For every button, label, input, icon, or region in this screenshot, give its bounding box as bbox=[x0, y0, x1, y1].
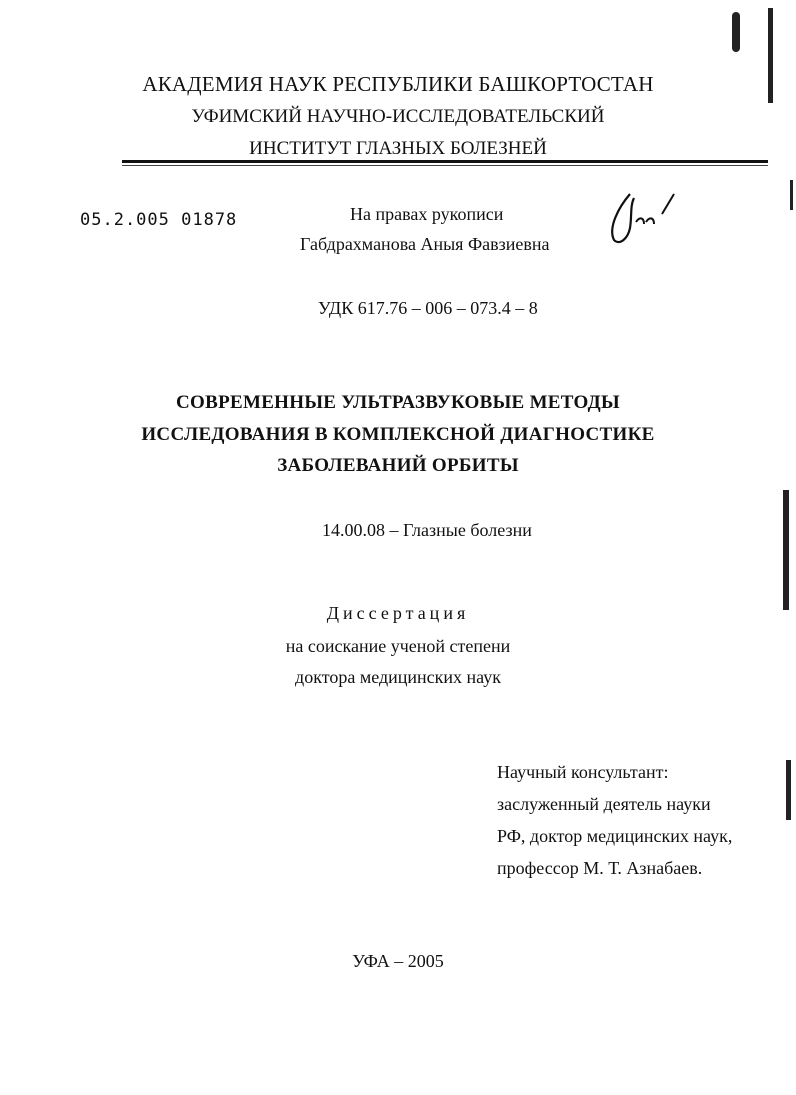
scan-mark bbox=[790, 180, 793, 210]
consultant-label: Научный консультант: bbox=[497, 762, 669, 782]
consultant-title-line2: РФ, доктор медицинских наук, bbox=[497, 826, 733, 846]
city-year: УФА – 2005 bbox=[352, 951, 444, 971]
header-divider-thin bbox=[122, 165, 768, 166]
udk-code: УДК 617.76 – 006 – 073.4 – 8 bbox=[318, 298, 538, 318]
degree-line1: на соискание ученой степени bbox=[285, 636, 511, 656]
scan-mark bbox=[768, 8, 773, 103]
document-type: Диссертация bbox=[326, 603, 470, 623]
author-name: Габдрахманова Аныя Фавзиевна bbox=[300, 234, 550, 254]
thesis-title-line2: ИССЛЕДОВАНИЯ В КОМПЛЕКСНОЙ ДИАГНОСТИКЕ bbox=[141, 424, 655, 445]
thesis-title-line3: ЗАБОЛЕВАНИЙ ОРБИТЫ bbox=[277, 455, 519, 476]
thesis-title-line1: СОВРЕМЕННЫЕ УЛЬТРАЗВУКОВЫЕ МЕТОДЫ bbox=[176, 392, 620, 413]
consultant-title-line1: заслуженный деятель науки bbox=[497, 794, 711, 814]
scan-mark bbox=[786, 760, 791, 820]
rights-note: На правах рукописи bbox=[350, 204, 504, 224]
institute-heading-line1: УФИМСКИЙ НАУЧНО-ИССЛЕДОВАТЕЛЬСКИЙ bbox=[191, 106, 605, 127]
institute-heading-line2: ИНСТИТУТ ГЛАЗНЫХ БОЛЕЗНЕЙ bbox=[249, 138, 547, 159]
academy-heading: АКАДЕМИЯ НАУК РЕСПУБЛИКИ БАШКОРТОСТАН bbox=[142, 72, 654, 96]
specialty-code: 14.00.08 – Глазные болезни bbox=[322, 520, 532, 540]
scan-mark bbox=[783, 490, 789, 610]
scan-mark bbox=[732, 12, 740, 52]
archive-stamp: 05.2.005 01878 bbox=[80, 210, 238, 230]
handwritten-signature bbox=[600, 188, 680, 248]
header-divider bbox=[122, 160, 768, 163]
consultant-name: профессор М. Т. Азнабаев. bbox=[497, 858, 703, 878]
degree-line2: доктора медицинских наук bbox=[295, 667, 501, 687]
